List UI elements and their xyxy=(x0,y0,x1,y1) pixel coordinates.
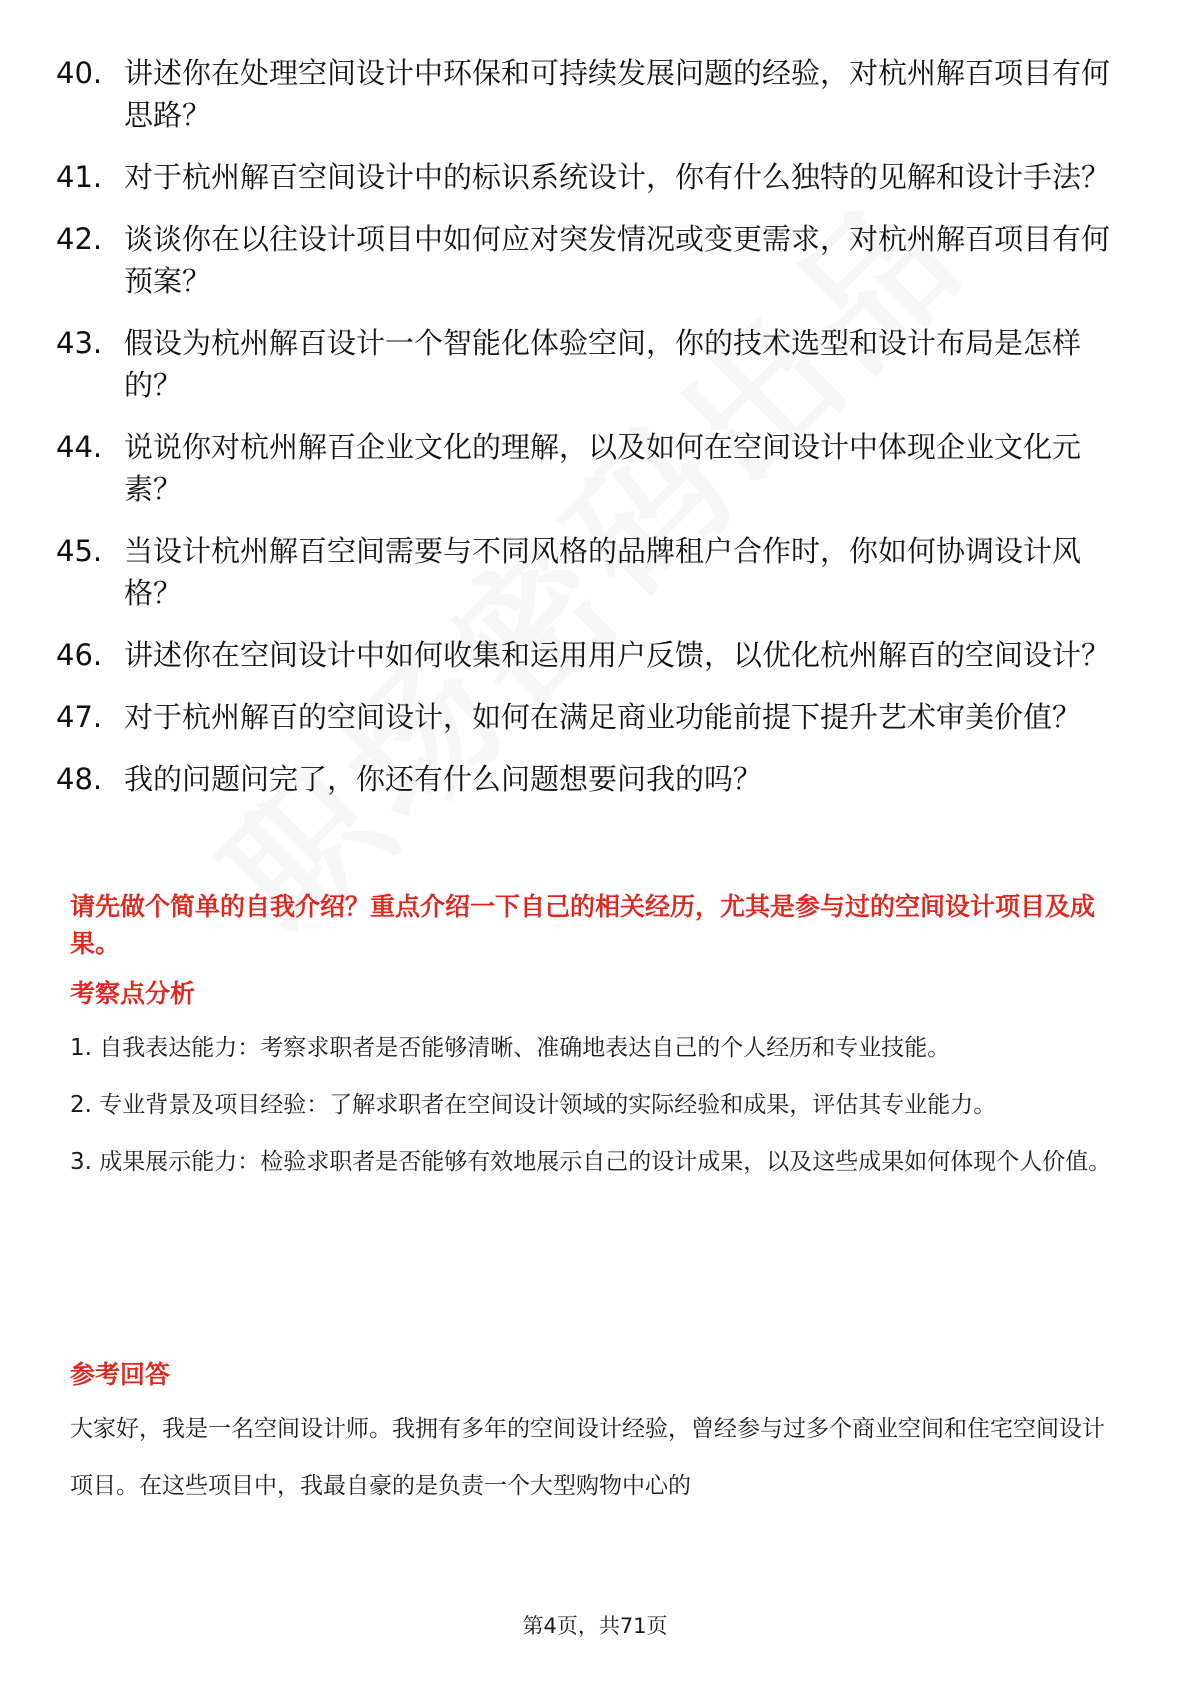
page-footer: 第4页，共71页 xyxy=(522,1614,668,1638)
question-text: 对于杭州解百空间设计中的标识系统设计，你有什么独特的见解和设计手法？ xyxy=(124,160,1111,194)
analysis-point: 3. 成果展示能力：检验求职者是否能够有效地展示自己的设计成果，以及这些成果如何体现个人价值。 xyxy=(70,1149,1112,1175)
question-list xyxy=(56,52,1116,820)
question-text: 讲述你在处理空间设计中环保和可持续发展问题的经验，对杭州解百项目有何思路？ xyxy=(124,56,1111,132)
list-item xyxy=(56,530,1116,614)
question-text: 谈谈你在以往设计项目中如何应对突发情况或变更需求，对杭州解百项目有何预案？ xyxy=(124,222,1111,298)
analysis-heading: 考察点分析 xyxy=(70,979,196,1008)
list-item xyxy=(56,322,1116,406)
question-number: 45. xyxy=(56,534,103,568)
analysis-section xyxy=(70,976,1120,1191)
question-text: 讲述你在空间设计中如何收集和运用用户反馈，以优化杭州解百的空间设计？ xyxy=(124,638,1111,672)
question-number: 44. xyxy=(56,430,103,464)
question-text: 说说你对杭州解百企业文化的理解，以及如何在空间设计中体现企业文化元素？ xyxy=(124,430,1082,506)
question-text: 假设为杭州解百设计一个智能化体验空间，你的技术选型和设计布局是怎样的？ xyxy=(124,326,1082,402)
list-item xyxy=(56,696,1116,738)
list-item xyxy=(56,426,1116,510)
analysis-point: 1. 自我表达能力：考察求职者是否能够清晰、准确地表达自己的个人经历和专业技能。 xyxy=(70,1035,951,1061)
question-number: 43. xyxy=(56,326,103,360)
reference-answer: 大家好，我是一名空间设计师。我拥有多年的空间设计经验，曾经参与过多个商业空间和住宅空间设计项目。在这些项目中，我最自豪的是负责一个大型购物中心的 xyxy=(70,1416,1105,1499)
featured-question-text: 请先做个简单的自我介绍？重点介绍一下自己的相关经历，尤其是参与过的空间设计项目及成果。 xyxy=(70,892,1096,958)
list-item xyxy=(56,218,1116,302)
analysis-point: 2. 专业背景及项目经验：了解求职者在空间设计领域的实际经验和成果，评估其专业能力。 xyxy=(70,1092,997,1118)
question-number: 41. xyxy=(56,160,103,194)
question-text: 我的问题问完了，你还有什么问题想要问我的吗？ xyxy=(124,762,763,796)
question-text: 对于杭州解百的空间设计，如何在满足商业功能前提下提升艺术审美价值？ xyxy=(124,700,1082,734)
list-item xyxy=(56,156,1116,198)
featured-question xyxy=(70,888,1120,962)
question-number: 40. xyxy=(56,56,103,90)
list-item xyxy=(56,52,1116,136)
reference-heading: 参考回答 xyxy=(70,1360,171,1389)
list-item xyxy=(56,634,1116,676)
list-item xyxy=(56,758,1116,800)
question-number: 48. xyxy=(56,762,103,796)
reference-section xyxy=(70,1357,1120,1515)
question-number: 42. xyxy=(56,222,103,256)
question-text: 当设计杭州解百空间需要与不同风格的品牌租户合作时，你如何协调设计风格？ xyxy=(124,534,1082,610)
question-number: 47. xyxy=(56,700,103,734)
question-number: 46. xyxy=(56,638,103,672)
